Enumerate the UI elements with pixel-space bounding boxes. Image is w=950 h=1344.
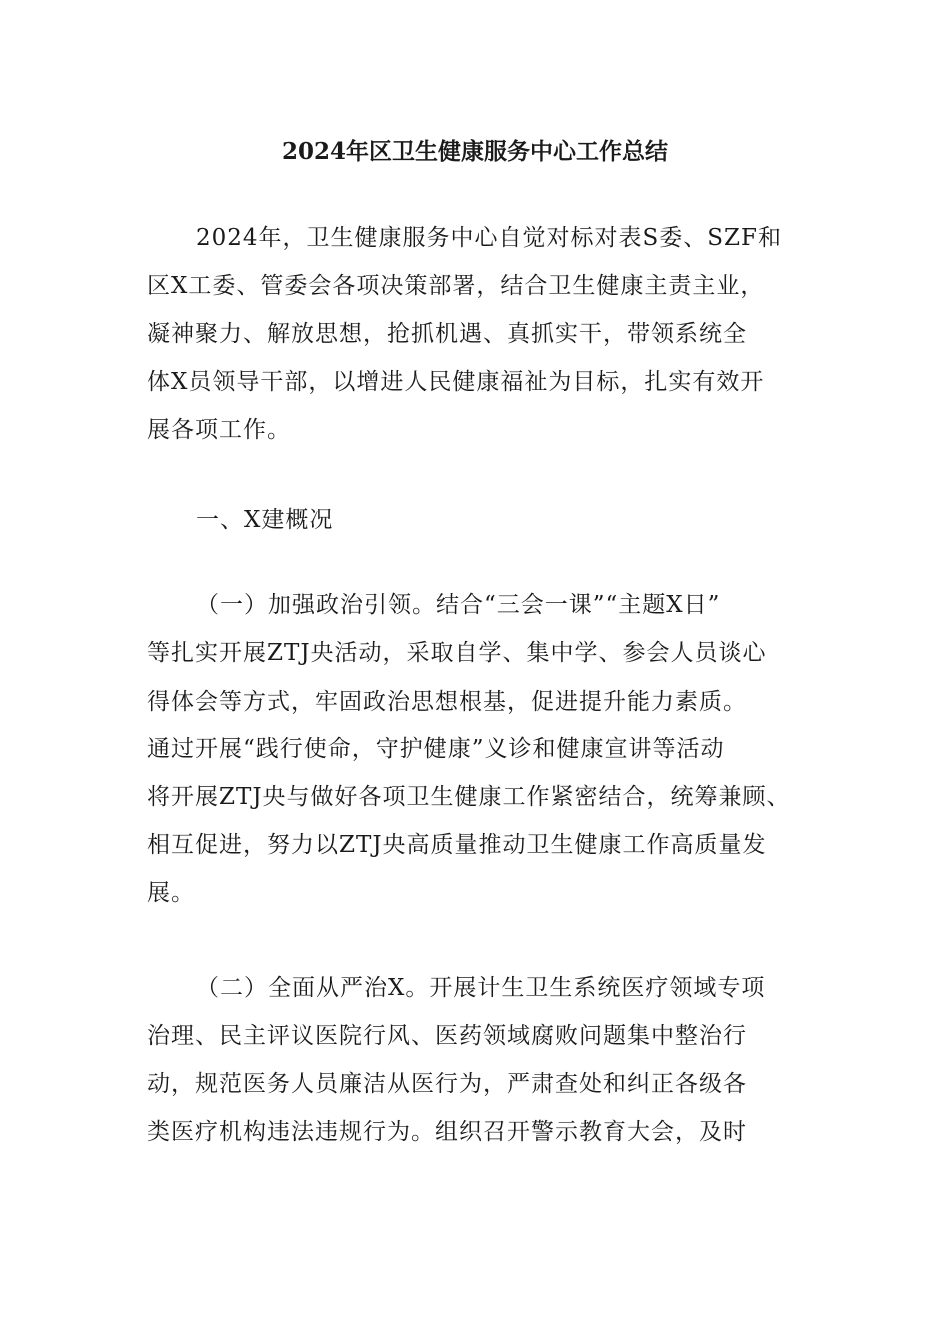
para1-line-1: （一）加强政治引领。结合“三会一课”“主题X日”: [196, 592, 721, 618]
para2-line-1: （二）全面从严治X。开展计生卫生系统医疗领域专项: [196, 975, 766, 1001]
intro-line-5: 展各项工作。: [147, 417, 291, 443]
section-heading: 一、X建概况: [196, 507, 334, 533]
intro-line-4: 体X员领导干部，以增进人民健康福祉为目标，扎实有效开: [147, 369, 765, 395]
para2-line-4: 类医疗机构违法违规行为。组织召开警示教育大会，及时: [147, 1119, 747, 1145]
intro-line-2: 区X工委、管委会各项决策部署，结合卫生健康主责主业，: [147, 273, 765, 299]
para2-line-2: 治理、民主评议医院行风、医药领域腐败问题集中整治行: [147, 1023, 747, 1049]
para2-line-3: 动，规范医务人员廉洁从医行为，严肃查处和纠正各级各: [147, 1071, 747, 1097]
intro-line-1: 2024年，卫生健康服务中心自觉对标对表S委、SZF和: [196, 225, 782, 251]
para1-line-6: 相互促进，努力以ZTJ央高质量推动卫生健康工作高质量发: [147, 832, 767, 858]
para1-line-7: 展。: [147, 880, 195, 906]
document-title: 2024年区卫生健康服务中心工作总结: [281, 138, 668, 165]
intro-line-3: 凝神聚力、解放思想，抢抓机遇、真抓实干，带领系统全: [147, 321, 747, 347]
para1-line-4: 通过开展“践行使命，守护健康”义诊和健康宣讲等活动: [147, 736, 725, 762]
para1-line-5: 将开展ZTJ央与做好各项卫生健康工作紧密结合，统筹兼顾、: [147, 784, 791, 810]
para1-line-2: 等扎实开展ZTJ央活动，采取自学、集中学、参会人员谈心: [147, 640, 767, 666]
para1-line-3: 得体会等方式，牢固政治思想根基，促进提升能力素质。: [147, 689, 747, 715]
